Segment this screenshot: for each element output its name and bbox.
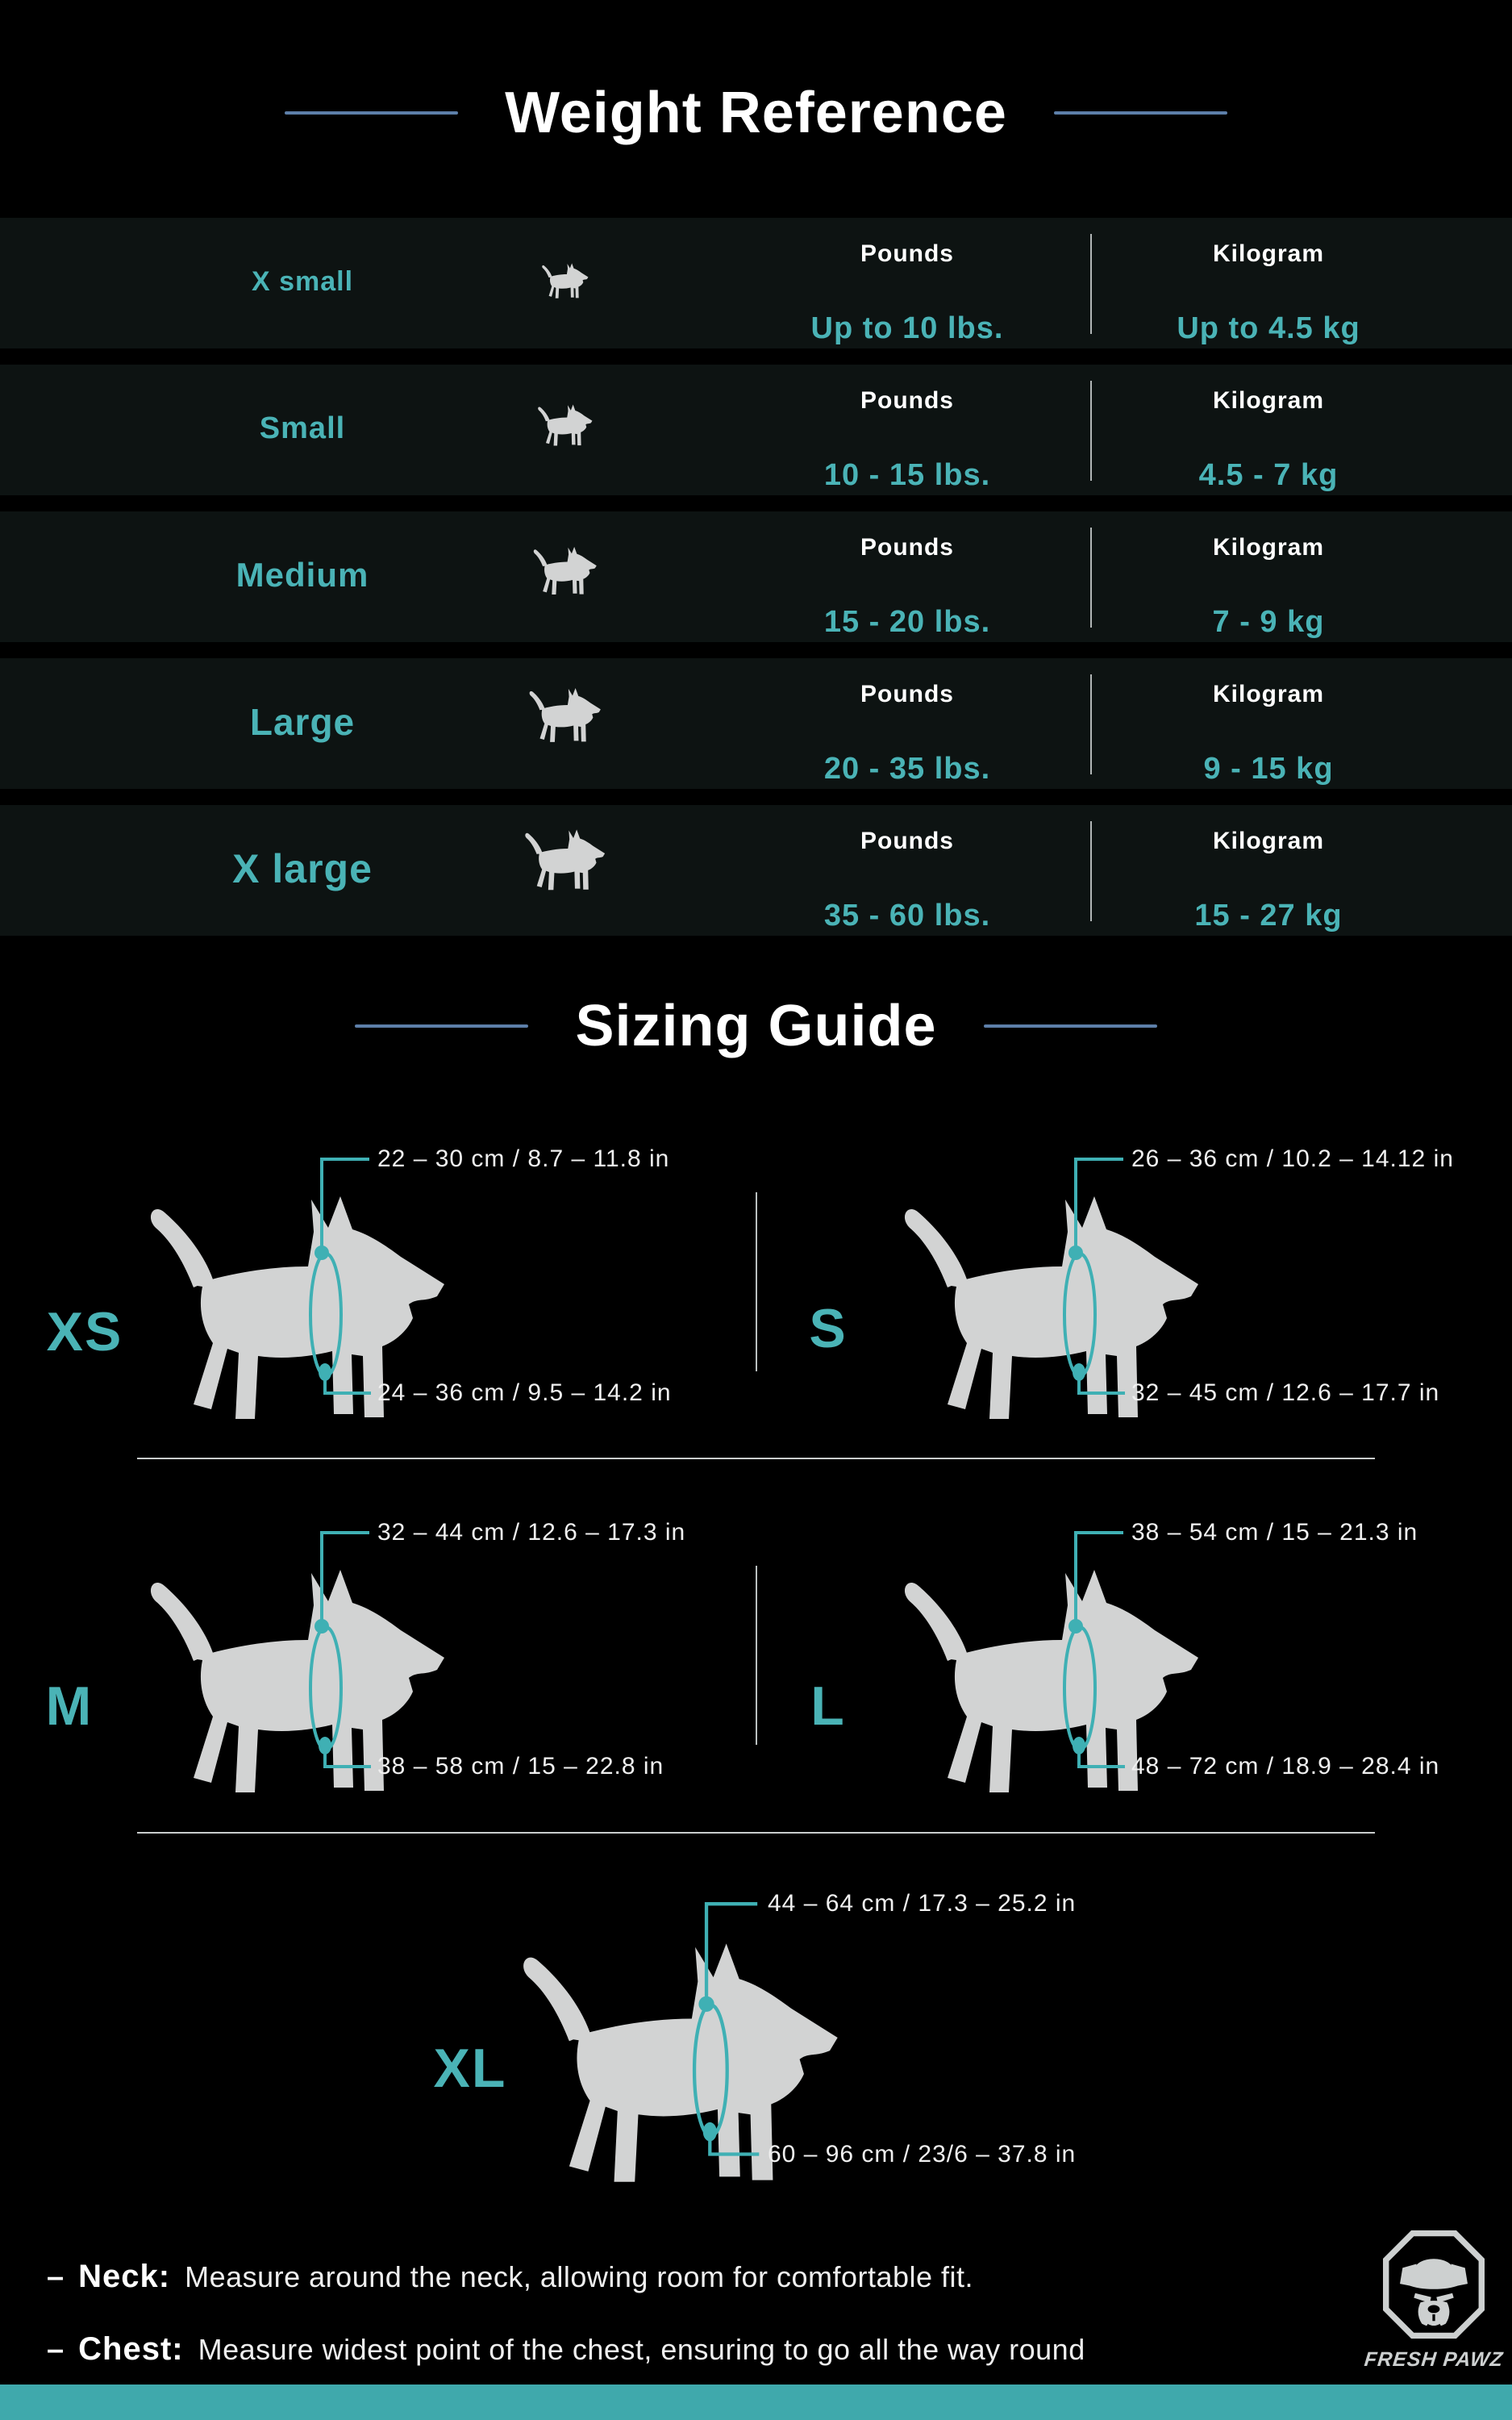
dog-diagram-l <box>883 1519 1222 1830</box>
size-name: X large <box>232 846 373 891</box>
section-divider-vertical <box>756 1192 757 1371</box>
kilogram-header: Kilogram <box>1212 240 1325 267</box>
chest-measurement-xl: 60 – 96 cm / 23/6 – 37.8 in <box>768 2141 1077 2168</box>
chest-measurement-l: 48 – 72 cm / 18.9 – 28.4 in <box>1131 1753 1440 1780</box>
neck-measurement-s: 26 – 36 cm / 10.2 – 14.12 in <box>1131 1145 1454 1172</box>
section-divider-horizontal <box>137 1832 1375 1834</box>
dog-icon <box>529 545 602 603</box>
logo-badge-icon <box>1373 2228 1494 2341</box>
column-divider <box>1090 528 1092 628</box>
column-divider <box>1090 674 1092 774</box>
kilogram-value: 4.5 - 7 kg <box>1198 458 1339 492</box>
dog-icon <box>524 686 606 751</box>
table-row <box>0 218 1512 348</box>
title-line-left <box>285 111 458 115</box>
pounds-header: Pounds <box>860 387 954 414</box>
table-row <box>0 658 1512 789</box>
note-term: Chest: <box>78 2331 184 2367</box>
neck-measurement-m: 32 – 44 cm / 12.6 – 17.3 in <box>377 1519 686 1546</box>
neck-measurement-xl: 44 – 64 cm / 17.3 – 25.2 in <box>768 1890 1077 1917</box>
kilogram-header: Kilogram <box>1212 681 1325 707</box>
bullet-dash: – <box>47 2260 65 2294</box>
size-name: Large <box>249 701 356 743</box>
kilogram-value: 9 - 15 kg <box>1203 752 1334 786</box>
chest-measurement-s: 32 – 45 cm / 12.6 – 17.7 in <box>1131 1379 1440 1406</box>
kilogram-value: Up to 4.5 kg <box>1177 311 1360 345</box>
size-name: X small <box>251 266 354 297</box>
neck-measurement-l: 38 – 54 cm / 15 – 21.3 in <box>1131 1519 1418 1546</box>
chest-measurement-m: 38 – 58 cm / 15 – 22.8 in <box>377 1753 664 1780</box>
pounds-value: 15 - 20 lbs. <box>823 605 991 639</box>
neck-measurement-xs: 22 – 30 cm / 8.7 – 11.8 in <box>377 1145 670 1172</box>
sizing-guide-title: Sizing Guide <box>575 994 937 1058</box>
dog-diagram-m <box>129 1519 468 1830</box>
table-row <box>0 365 1512 495</box>
kilogram-header: Kilogram <box>1212 387 1325 414</box>
note-neck <box>47 2259 973 2295</box>
note-text: Measure around the neck, allowing room for comfortable fit. <box>185 2260 974 2293</box>
pounds-header: Pounds <box>860 681 954 707</box>
table-row <box>0 805 1512 936</box>
size-name: Medium <box>235 556 369 594</box>
dog-icon <box>519 828 611 900</box>
size-letter-l: L <box>810 1675 846 1737</box>
kilogram-header: Kilogram <box>1212 828 1325 854</box>
note-term: Neck: <box>78 2259 171 2294</box>
weight-reference-header <box>0 81 1512 145</box>
pounds-value: 10 - 15 lbs. <box>823 458 991 492</box>
bullet-dash: – <box>47 2333 65 2367</box>
section-divider-vertical <box>756 1566 757 1745</box>
title-line-right <box>1054 111 1227 115</box>
pounds-value: 20 - 35 lbs. <box>823 752 991 786</box>
brand-name: FRESH PAWZ <box>1363 2348 1505 2371</box>
brand-logo <box>1361 2228 1506 2372</box>
kilogram-value: 7 - 9 kg <box>1212 605 1325 639</box>
dog-diagram-s <box>883 1145 1222 1456</box>
dog-icon <box>534 403 597 453</box>
footer-accent-bar <box>0 2385 1512 2420</box>
size-name: Small <box>259 411 346 445</box>
sizing-guide-header <box>0 994 1512 1058</box>
kilogram-header: Kilogram <box>1212 534 1325 561</box>
table-row <box>0 511 1512 642</box>
note-chest <box>47 2331 1085 2368</box>
size-letter-xs: XS <box>46 1301 123 1362</box>
dog-diagram-xl <box>500 1889 863 2222</box>
pounds-header: Pounds <box>860 828 954 854</box>
section-divider-horizontal <box>137 1458 1375 1459</box>
pounds-header: Pounds <box>860 240 954 267</box>
size-letter-m: M <box>45 1675 94 1737</box>
pounds-header: Pounds <box>860 534 954 561</box>
pounds-value: 35 - 60 lbs. <box>823 899 991 933</box>
column-divider <box>1090 234 1092 334</box>
column-divider <box>1090 381 1092 481</box>
page-title: Weight Reference <box>505 81 1007 145</box>
dog-icon <box>539 262 592 304</box>
note-text: Measure widest point of the chest, ensuring to go all the way round <box>198 2333 1085 2366</box>
column-divider <box>1090 821 1092 921</box>
title-line-left <box>355 1024 528 1028</box>
kilogram-value: 15 - 27 kg <box>1194 899 1343 933</box>
chest-measurement-xs: 24 – 36 cm / 9.5 – 14.2 in <box>377 1379 672 1406</box>
size-letter-xl: XL <box>433 2038 507 2099</box>
title-line-right <box>984 1024 1157 1028</box>
size-letter-s: S <box>809 1298 848 1359</box>
pounds-value: Up to 10 lbs. <box>810 311 1004 345</box>
dog-diagram-xs <box>129 1145 468 1456</box>
